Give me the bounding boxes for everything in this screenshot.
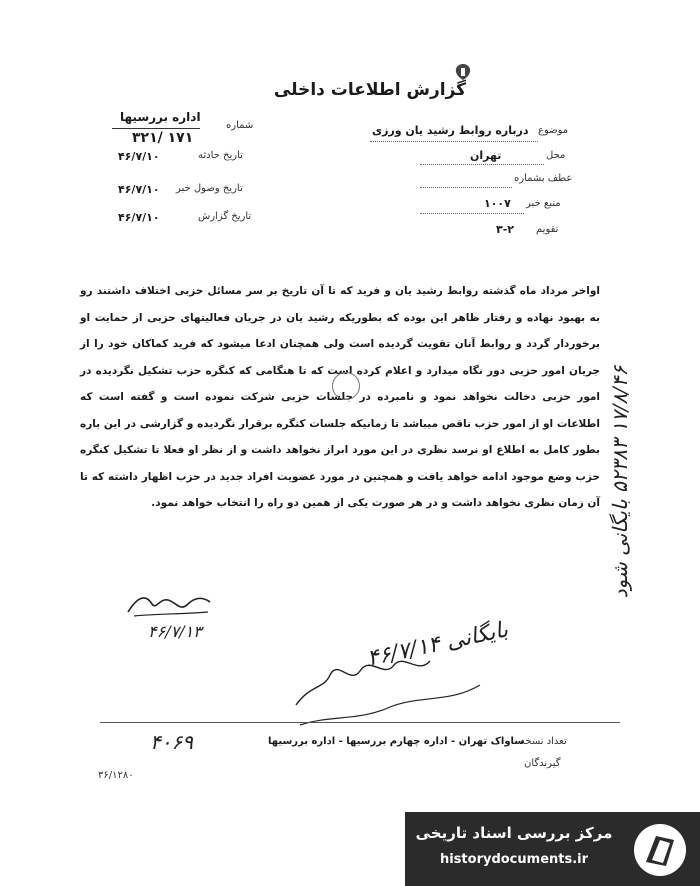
event-date-label: تاریخ حادثه — [198, 150, 243, 161]
place-label: محل — [546, 150, 566, 161]
subject-value: درباره روابط رشید یان ورزی — [372, 124, 529, 137]
watermark-url: historydocuments.ir — [439, 852, 589, 867]
source-label: منبع خبر — [526, 198, 561, 209]
source-value: ۱۰۰۷ — [484, 197, 511, 210]
archive-logo-icon — [632, 822, 688, 878]
watermark-title: مرکز بررسی اسناد تاریخی — [415, 824, 613, 842]
subject-line — [370, 140, 538, 142]
place-value: تهران — [470, 149, 502, 162]
evaluation-label: تقویم — [536, 224, 559, 235]
source-line — [420, 212, 524, 214]
stamp-mark — [332, 372, 360, 400]
center-scribbles — [290, 645, 490, 739]
report-title: گزارش اطلاعات داخلی — [273, 80, 467, 100]
attention-label: عطف بشماره — [514, 173, 573, 184]
department-underline — [112, 128, 200, 129]
receive-date-value: ۴۶/۷/۱۰ — [118, 183, 160, 196]
number-value: ۳۲۱/ ۱۷۱ — [132, 130, 194, 146]
department-label: اداره بررسیها — [120, 110, 201, 124]
evaluation-value: ۳-۲ — [496, 223, 514, 236]
signature-mark — [124, 590, 214, 624]
subject-label: موضوع — [538, 125, 569, 136]
copies-label: تعداد نسخه — [520, 736, 567, 747]
report-date-value: ۴۶/۷/۱۰ — [118, 211, 160, 224]
left-handwritten-number: ۴۰۶۹ — [150, 730, 193, 754]
copies-value: ساواک تهران - اداره چهارم بررسیها - اداره بررسیها — [268, 736, 525, 747]
report-date-label: تاریخ گزارش — [198, 211, 252, 222]
number-label: شماره — [226, 120, 254, 131]
event-date-value: ۴۶/۷/۱۰ — [118, 150, 160, 163]
attention-line — [420, 186, 512, 188]
center-handwritten-note: بایگانی ۴۶/۷/۱۴ — [364, 617, 511, 672]
footer-divider — [100, 722, 620, 723]
margin-handwritten-note: ۱۷/۸/۴۶ ۵۲۳۸۳ بایگانی شود — [608, 365, 632, 599]
archive-number: ۳۶/۱۲۸۰ — [98, 770, 134, 781]
place-line — [420, 163, 544, 165]
receive-date-label: تاریخ وصول خبر — [176, 183, 243, 194]
report-body: اواخر مرداد ماه گذشته روابط رشید یان و فرید که تا آن تاریخ بر سر مسائل حزبی اختلاف داشتند رو به بهبود نهاده و رفتار ظاهر این بوده که بطوریکه رشید یان در جریان فعالیتهای حزبی از حمایت او برخوردار گردد و روابط آنان تقویت گردیده است ولی همچنان ادعا میشود که فرید کماکان خود را از جریان امور حزبی دور نگاه میدارد و اعلام کرده است که تا هنگامی که کنگره حزب تشکیل نگردیده در امور حزبی دخالت نخواهد نمود و نامبرده در جلسات حزبی شرکت نموده است و گفته است که اطلاعات او از امور حزب ناقص میباشد تا زمانیکه جلسات کنگره برقرار نگردیده و گزارشی در این باره بطور کامل به اطلاع او نرسد نظری در این مورد ابراز نخواهد داشت و از نظر او فعلا تا تشکیل کنگره حزب وضع موجود ادامه خواهد یافت و همچنین در مورد عضویت افراد جدید در حزب اظهار داشته که تا آن زمان نظری نخواهد داشت و در هر صورت یکی از همین دو راه را انتخاب خواهد نمود. — [80, 285, 600, 509]
emblem-icon — [448, 62, 478, 82]
recipients-label: گیرندگان — [524, 758, 561, 769]
signature-date: ۴۶/۷/۱۳ — [148, 622, 202, 641]
